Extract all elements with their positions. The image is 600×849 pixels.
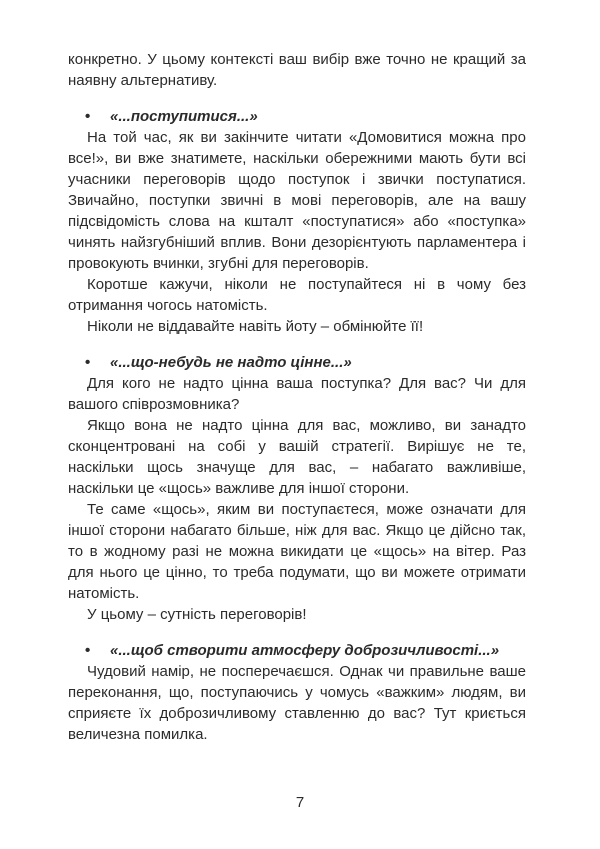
bullet-heading-text: «...поступитися...» [110, 108, 258, 125]
paragraph: Коротше кажучи, ніколи не поступайтеся ні в чому без отримання чогось натомість. [68, 276, 526, 314]
paragraph: Те саме «щось», яким ви поступаєтеся, може означати для іншої сторони набагато більше, ніж для вас. Якщо це дійсно так, то в жодному разі не можна викидати це «щось» на вітер. Раз для нього це цінно, то треба подумати, що ви можете отримати натомість. [68, 501, 526, 602]
paragraph: Якщо вона не надто цінна для вас, можливо, ви занадто сконцентровані на собі у вашій стратегії. Вирішує не те, наскільки щось значуще для вас, – набагато важливіше, наскільки це «щось» важливе для іншої сторони. [68, 417, 526, 497]
paragraph: Для кого не надто цінна ваша поступка? Для вас? Чи для вашого співрозмовника? [68, 375, 526, 413]
bullet-heading-text: «...що-небудь не надто цінне...» [110, 354, 352, 371]
bullet-icon: • [85, 642, 91, 659]
bullet-heading [68, 106, 526, 127]
page-text-block [68, 49, 526, 745]
bullet-heading [68, 352, 526, 373]
bullet-icon: • [85, 354, 91, 371]
paragraph: Ніколи не віддавайте навіть йоту – обмінюйте її! [87, 318, 424, 335]
paragraph: У цьому – сутність переговорів! [87, 606, 307, 623]
paragraph: На той час, як ви закінчите читати «Домовитися можна про все!», ви вже знатимете, наскільки обережними мають бути всі учасники переговорів щодо поступок і звички поступатися. Звичайно, поступки звичні в мові переговорів, але на вашу підсвідомість слова на кшталт «поступатися» або «поступка» чинять найзгубніший вплив. Вони дезорієнтують парламентера і провокують вчинки, згубні для переговорів. [68, 129, 526, 272]
bullet-heading [68, 640, 526, 661]
bullet-heading-text: «...щоб створити атмосферу доброзичливості...» [110, 642, 500, 659]
paragraph: конкретно. У цьому контексті ваш вибір вже точно не кращий за наявну альтернативу. [68, 51, 526, 89]
page-number: 7 [295, 794, 305, 811]
paragraph: Чудовий намір, не посперечаєшся. Однак чи правильне ваше переконання, що, поступаючись у чомусь «важким» людям, ви сприяєте їх доброзичливому ставленню до вас? Тут криється величезна помилка. [68, 663, 526, 743]
bullet-icon: • [85, 108, 91, 125]
